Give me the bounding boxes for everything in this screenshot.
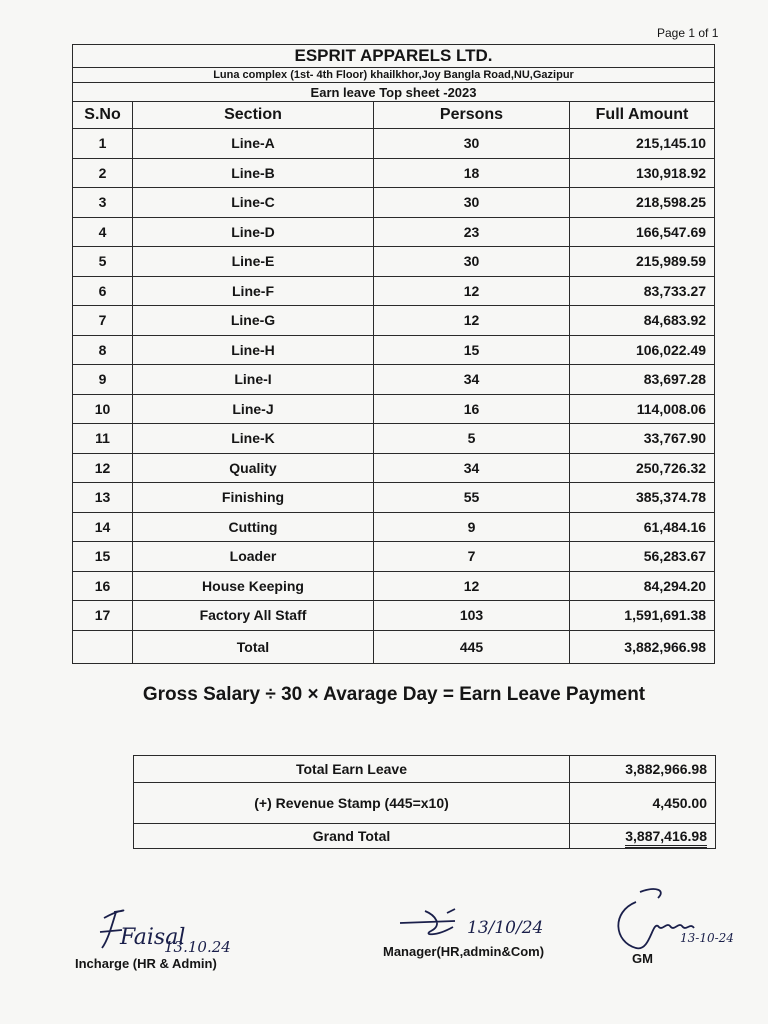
grand-total-label: Grand Total <box>134 824 570 849</box>
row-sno: 8 <box>73 335 133 365</box>
table-row <box>73 453 715 483</box>
total-label: Total <box>133 630 374 663</box>
manager-signature-image <box>395 893 565 943</box>
table-row <box>73 158 715 188</box>
total-persons: 445 <box>374 630 570 663</box>
row-amount: 84,294.20 <box>570 571 715 601</box>
row-sno: 17 <box>73 601 133 631</box>
row-section: Finishing <box>133 483 374 513</box>
row-amount: 385,374.78 <box>570 483 715 513</box>
gm-label: GM <box>632 951 653 966</box>
summary-row-earn-leave <box>134 756 716 783</box>
row-section: Line-G <box>133 306 374 336</box>
row-persons: 5 <box>374 424 570 454</box>
row-sno: 1 <box>73 129 133 159</box>
earn-leave-label: Total Earn Leave <box>134 756 570 783</box>
row-amount: 114,008.06 <box>570 394 715 424</box>
row-amount: 84,683.92 <box>570 306 715 336</box>
table-row <box>73 276 715 306</box>
row-sno: 4 <box>73 217 133 247</box>
col-persons: Persons <box>374 102 570 129</box>
row-sno: 13 <box>73 483 133 513</box>
col-amount: Full Amount <box>570 102 715 129</box>
row-amount: 1,591,691.38 <box>570 601 715 631</box>
row-amount: 83,733.27 <box>570 276 715 306</box>
table-row <box>73 188 715 218</box>
incharge-label: Incharge (HR & Admin) <box>75 956 217 971</box>
row-section: Line-A <box>133 129 374 159</box>
row-persons: 30 <box>374 129 570 159</box>
total-amount: 3,882,966.98 <box>570 630 715 663</box>
table-row <box>73 571 715 601</box>
table-row <box>73 129 715 159</box>
grand-total-amount: 3,887,416.98 <box>625 828 707 848</box>
stamp-label: (+) Revenue Stamp (445=x10) <box>134 783 570 824</box>
row-section: Line-F <box>133 276 374 306</box>
row-section: Line-H <box>133 335 374 365</box>
table-body <box>73 129 715 631</box>
address-row <box>73 68 715 83</box>
row-sno: 3 <box>73 188 133 218</box>
row-section: Line-I <box>133 365 374 395</box>
gm-signature-image <box>606 882 756 962</box>
row-persons: 16 <box>374 394 570 424</box>
table-row <box>73 306 715 336</box>
row-persons: 23 <box>374 217 570 247</box>
manager-sign-date: 13/10/24 <box>467 918 544 938</box>
manager-label: Manager(HR,admin&Com) <box>383 944 545 959</box>
summary-row-grand <box>134 824 716 849</box>
row-section: Loader <box>133 542 374 572</box>
row-amount: 218,598.25 <box>570 188 715 218</box>
row-section: Line-J <box>133 394 374 424</box>
row-section: Line-B <box>133 158 374 188</box>
company-name: ESPRIT APPARELS LTD. <box>73 45 715 68</box>
incharge-sign-text: Faisal <box>120 925 186 950</box>
summary-table <box>133 755 716 849</box>
row-persons: 34 <box>374 453 570 483</box>
row-amount: 33,767.90 <box>570 424 715 454</box>
formula-text: Gross Salary ÷ 30 × Avarage Day = Earn Leave Payment <box>142 684 646 705</box>
row-persons: 30 <box>374 247 570 277</box>
row-sno: 6 <box>73 276 133 306</box>
row-amount: 166,547.69 <box>570 217 715 247</box>
row-amount: 61,484.16 <box>570 512 715 542</box>
row-section: Line-K <box>133 424 374 454</box>
sheet-title-row <box>73 83 715 102</box>
table-row <box>73 335 715 365</box>
row-persons: 103 <box>374 601 570 631</box>
total-row <box>73 630 715 663</box>
row-sno: 14 <box>73 512 133 542</box>
row-persons: 12 <box>374 571 570 601</box>
col-section: Section <box>133 102 374 129</box>
col-sno: S.No <box>73 102 133 129</box>
row-amount: 83,697.28 <box>570 365 715 395</box>
row-section: Quality <box>133 453 374 483</box>
row-section: Factory All Staff <box>133 601 374 631</box>
row-amount: 250,726.32 <box>570 453 715 483</box>
row-amount: 130,918.92 <box>570 158 715 188</box>
table-row <box>73 542 715 572</box>
incharge-sign-date: 13.10.24 <box>164 938 231 956</box>
row-amount: 215,989.59 <box>570 247 715 277</box>
row-section: Line-C <box>133 188 374 218</box>
row-persons: 9 <box>374 512 570 542</box>
row-sno: 15 <box>73 542 133 572</box>
incharge-signature-image <box>92 900 242 960</box>
earn-leave-table <box>72 44 715 664</box>
row-amount: 56,283.67 <box>570 542 715 572</box>
row-persons: 12 <box>374 276 570 306</box>
column-header-row <box>73 102 715 129</box>
table-row <box>73 247 715 277</box>
page-number: Page 1 of 1 <box>657 26 719 40</box>
row-sno: 7 <box>73 306 133 336</box>
row-persons: 34 <box>374 365 570 395</box>
sheet-title: Earn leave Top sheet -2023 <box>73 83 715 102</box>
summary-row-stamp <box>134 783 716 824</box>
row-section: Line-D <box>133 217 374 247</box>
row-sno: 16 <box>73 571 133 601</box>
row-section: Line-E <box>133 247 374 277</box>
table-row <box>73 394 715 424</box>
total-sno-cell <box>73 630 133 663</box>
row-sno: 12 <box>73 453 133 483</box>
stamp-value: 4,450.00 <box>570 783 716 824</box>
table-row <box>73 424 715 454</box>
gm-sign-date: 13-10-24 <box>680 931 734 945</box>
table-row <box>73 483 715 513</box>
row-sno: 11 <box>73 424 133 454</box>
table-row <box>73 512 715 542</box>
row-amount: 215,145.10 <box>570 129 715 159</box>
earn-leave-value: 3,882,966.98 <box>570 756 716 783</box>
row-persons: 55 <box>374 483 570 513</box>
row-section: Cutting <box>133 512 374 542</box>
row-sno: 10 <box>73 394 133 424</box>
company-address: Luna complex (1st- 4th Floor) khailkhor,Joy Bangla Road,NU,Gazipur <box>73 68 715 83</box>
row-section: House Keeping <box>133 571 374 601</box>
row-persons: 18 <box>374 158 570 188</box>
table-row <box>73 217 715 247</box>
row-persons: 7 <box>374 542 570 572</box>
row-persons: 30 <box>374 188 570 218</box>
row-persons: 15 <box>374 335 570 365</box>
row-persons: 12 <box>374 306 570 336</box>
grand-total-value <box>570 824 716 849</box>
row-sno: 5 <box>73 247 133 277</box>
table-row <box>73 601 715 631</box>
row-sno: 2 <box>73 158 133 188</box>
row-sno: 9 <box>73 365 133 395</box>
row-amount: 106,022.49 <box>570 335 715 365</box>
table-row <box>73 365 715 395</box>
company-row <box>73 45 715 68</box>
